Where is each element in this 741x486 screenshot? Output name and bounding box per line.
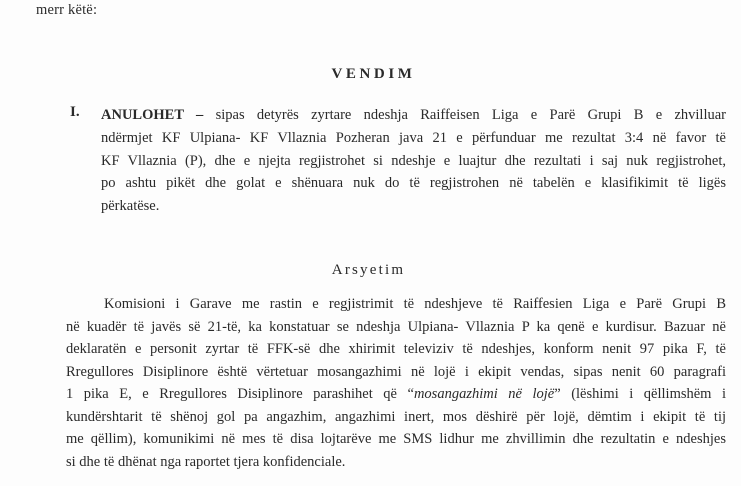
decision-line <box>101 104 726 127</box>
reasoning-line <box>66 383 726 406</box>
reasoning-line: Komisioni i Garave me rastin e regjistrimit të ndeshjeve të Raiffesien Liga e Parë Grupi B <box>104 296 726 312</box>
reasoning-line: në kuadër të javës së 21-të, ka konstatuar se ndeshja Ulpiana- Vllaznia P ka qenë e kurdisur. Bazuar në <box>66 318 726 335</box>
reasoning-line: me qëllim), komunikimi në mes të disa lojtarëve me SMS lidhur me zhvillimin dhe rezultatin e ndeshjes <box>66 431 726 447</box>
reasoning-line: si dhe të dhënat nga raportet tjera konfidenciale. <box>66 453 346 470</box>
decision-line: përkatëse. <box>101 198 160 215</box>
reasoning-line: Rregullores Disiplinore është vërtetuar mosangazhimi në lojë i ekipit vendas, sipas nenit 60 paragrafi <box>66 363 726 380</box>
decision-line: po ashtu pikët dhe golat e shënuara nuk do të regjistrohen në tabelën e klasifikimit të ligës <box>101 175 726 192</box>
reasoning-line: kundërshtarit të shënoj gol pa angazhim, angazhimi inert, mos dëshirë për lojë, dëmtim i ekipit të tij <box>66 408 726 425</box>
reasoning-quote: mosangazhimi në lojë <box>413 386 555 402</box>
decision-line: KF Vllaznia (P), dhe e njejta regjistrohet si ndeshje e luajtur dhe rezultati i saj nuk regjistrohet, <box>101 152 726 169</box>
decision-first-line-text: sipas detyrës zyrtare ndeshja Raiffeisen Liga e Parë Grupi B e zhvilluar <box>215 107 726 123</box>
decision-heading: VENDIM <box>331 66 416 82</box>
decision-body <box>101 104 726 218</box>
intro-text: merr këtë: <box>36 2 98 18</box>
decision-keyword: ANULOHET – <box>101 107 204 123</box>
decision-number: I. <box>70 104 80 120</box>
reasoning-text: ” (lëshimi i qëllimshëm i <box>554 386 727 402</box>
reasoning-line: deklaratën e personit zyrtar të FFK-së dhe xhirimit televiziv të ndeshjes, konform nenit 97 pika F, të <box>66 341 726 357</box>
reasoning-text: 1 pika E, e Rregullores Disiplinore parashihet që “ <box>66 386 414 402</box>
decision-line: ndërmjet KF Ulpiana- KF Vllaznia Pozheran java 21 e përfunduar me rezultat 3:4 në favor të <box>101 129 726 146</box>
reasoning-heading: Arsyetim <box>331 262 406 278</box>
reasoning-paragraph <box>66 293 726 473</box>
